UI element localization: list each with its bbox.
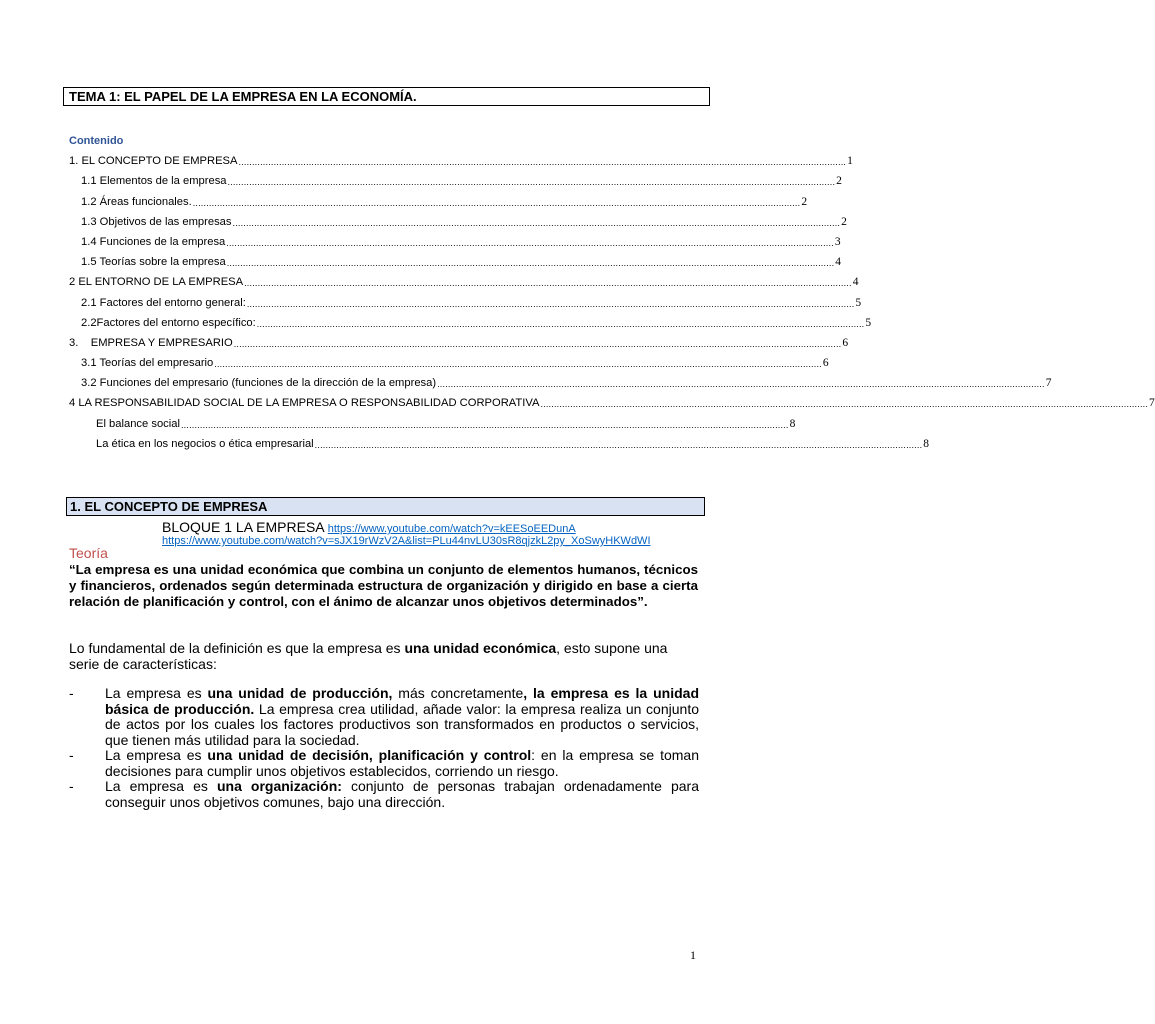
item-text: conjunto de personas trabajan ordenadamente para conseguir unos objetivos comunes, bajo una dirección. [105,778,700,810]
toc-leader: ................................................................................................................................................................................................................................. [540,399,1149,410]
toc-entry-text: 1.2 Áreas funcionales. [81,195,192,208]
toc-entry-page: 4 [835,256,842,269]
toc-entry-page: 7 [1045,377,1052,390]
toc-entry-text: 2 EL ENTORNO DE LA EMPRESA [69,276,244,289]
toc-label: Contenido [69,135,124,147]
item-bold: una organización: [216,778,342,794]
toc-entry-page: 4 [852,276,859,289]
bullet-dash: - [69,778,74,794]
toc-leader: ................................................................................................................................................................................................................................. [256,318,865,329]
list-item-body [105,686,699,748]
list-item [69,686,699,748]
toc-entry-text: 4 LA RESPONSABILIDAD SOCIAL DE LA EMPRESA O RESPONSABILIDAD CORPORATIVA [69,397,540,410]
definition-quote: “La empresa es una unidad económica que combina un conjunto de elementos humanos, técnicos y financieros, ordenados según determinada estructura de organización y dirigido en base a cierta relación de planificación y control, con el ánimo de alcanzar unos objetivos determinados”. [69,562,698,609]
bloque-line [162,519,576,535]
item-text: La empresa es [105,778,217,794]
toc-entry-page: 6 [822,357,829,370]
toc-entry-page: 3 [834,235,841,248]
toc-entry-text: El balance social [96,417,180,430]
toc-entry-text: 3.1 Teorías del empresario [81,357,214,370]
characteristics-list [69,686,699,810]
para-text: , esto supone una serie de características: [69,640,668,672]
toc-entry-text: 1.1 Elementos de la empresa [81,175,227,188]
toc-entry-text: 1.3 Objetivos de las empresas [81,215,232,228]
item-text: La empresa es [105,685,208,701]
item-text: : en la empresa se toman decisiones para cumplir unos objetivos establecidos, corriendo un riesgo. [105,747,699,779]
toc-entry[interactable] [69,269,859,289]
toc-entry-text: La ética en los negocios o ética empresarial [96,437,314,450]
toc-leader: ................................................................................................................................................................................................................................. [233,338,842,349]
item-text: más concretamente [392,685,524,701]
toc-entry-page: 8 [923,437,930,450]
teoria-label: Teoría [69,545,108,561]
toc-entry[interactable] [69,350,829,370]
toc-entry[interactable] [69,168,842,188]
toc-entry-page: 2 [801,195,808,208]
toc-leader: ................................................................................................................................................................................................................................. [244,278,852,289]
toc-entry[interactable] [69,330,849,350]
table-of-contents [69,148,1155,451]
toc-entry-text: 2.2Factores del entorno específico: [81,316,256,329]
item-text: La empresa es [105,747,208,763]
item-bold: una unidad de producción, [207,685,393,701]
para-text: Lo fundamental de la definición es que la empresa es [69,640,405,656]
toc-entry[interactable] [69,249,842,269]
toc-leader: ................................................................................................................................................................................................................................. [192,197,801,208]
toc-entry-text: 1. EL CONCEPTO DE EMPRESA [69,155,238,168]
toc-entry-page: 5 [855,296,862,309]
toc-leader: ................................................................................................................................................................................................................................. [437,379,1045,390]
toc-entry-page: 6 [842,336,849,349]
toc-leader: ................................................................................................................................................................................................................................. [246,298,855,309]
toc-leader: ................................................................................................................................................................................................................................. [226,258,835,269]
toc-entry-text: 3.2 Funciones del empresario (funciones de la dirección de la empresa) [81,377,437,390]
toc-entry[interactable] [69,310,872,330]
toc-entry[interactable] [69,390,1155,410]
toc-entry[interactable] [69,229,841,249]
youtube-link-1[interactable]: https://www.youtube.com/watch?v=kEESoEEDunA [327,523,576,535]
toc-leader: ................................................................................................................................................................................................................................. [227,177,836,188]
toc-entry-page: 8 [789,417,796,430]
toc-leader: ................................................................................................................................................................................................................................. [314,439,923,450]
list-item-body [105,748,699,779]
youtube-link-2[interactable]: https://www.youtube.com/watch?v=sJX19rWzV2A&list=PLu44nvLU30sR8qjzkL2py_XoSwyHKWdWI [162,535,651,547]
toc-entry[interactable] [69,431,930,451]
toc-leader: ................................................................................................................................................................................................................................. [180,419,789,430]
toc-entry-page: 7 [1149,397,1155,410]
toc-leader: ................................................................................................................................................................................................................................. [238,157,847,168]
toc-entry[interactable] [69,188,808,208]
toc-entry[interactable] [69,148,853,168]
toc-entry[interactable] [69,289,862,309]
item-bold: , la empresa es la unidad básica de producción. [105,685,699,717]
toc-leader: ................................................................................................................................................................................................................................. [214,359,822,370]
toc-entry[interactable] [69,410,796,430]
page-number: 1 [690,948,696,962]
toc-leader: ................................................................................................................................................................................................................................. [232,217,841,228]
toc-entry-page: 2 [836,175,842,188]
toc-entry-text: 2.1 Factores del entorno general: [81,296,246,309]
item-bold: una unidad de decisión, planificación y control [207,747,532,763]
document-title: TEMA 1: EL PAPEL DE LA EMPRESA EN LA ECONOMÍA. [63,87,710,106]
toc-entry-page: 1 [847,155,853,168]
list-item [69,748,699,779]
list-item-body [105,779,699,810]
intro-paragraph [69,640,699,672]
list-item [69,779,699,810]
toc-entry-page: 5 [865,316,872,329]
toc-entry[interactable] [69,209,847,229]
item-text: La empresa crea utilidad, añade valor: la empresa realiza un conjunto de actos por los cuales los factores productivos son transformados en productos o servicios, que tienen más utilidad para la sociedad. [105,700,699,748]
toc-entry-text: 1.4 Funciones de la empresa [81,235,226,248]
bullet-dash: - [69,747,74,763]
para-bold: una unidad económica [404,640,557,656]
toc-entry-page: 2 [841,215,847,228]
toc-entry[interactable] [69,370,1052,390]
toc-entry-text: 3. EMPRESA Y EMPRESARIO [69,336,233,349]
bullet-dash: - [69,685,74,701]
toc-entry-text: 1.5 Teorías sobre la empresa [81,256,226,269]
bloque-label: BLOQUE 1 LA EMPRESA [162,519,324,535]
section-heading: 1. EL CONCEPTO DE EMPRESA [66,497,705,516]
toc-leader: ................................................................................................................................................................................................................................. [226,237,834,248]
